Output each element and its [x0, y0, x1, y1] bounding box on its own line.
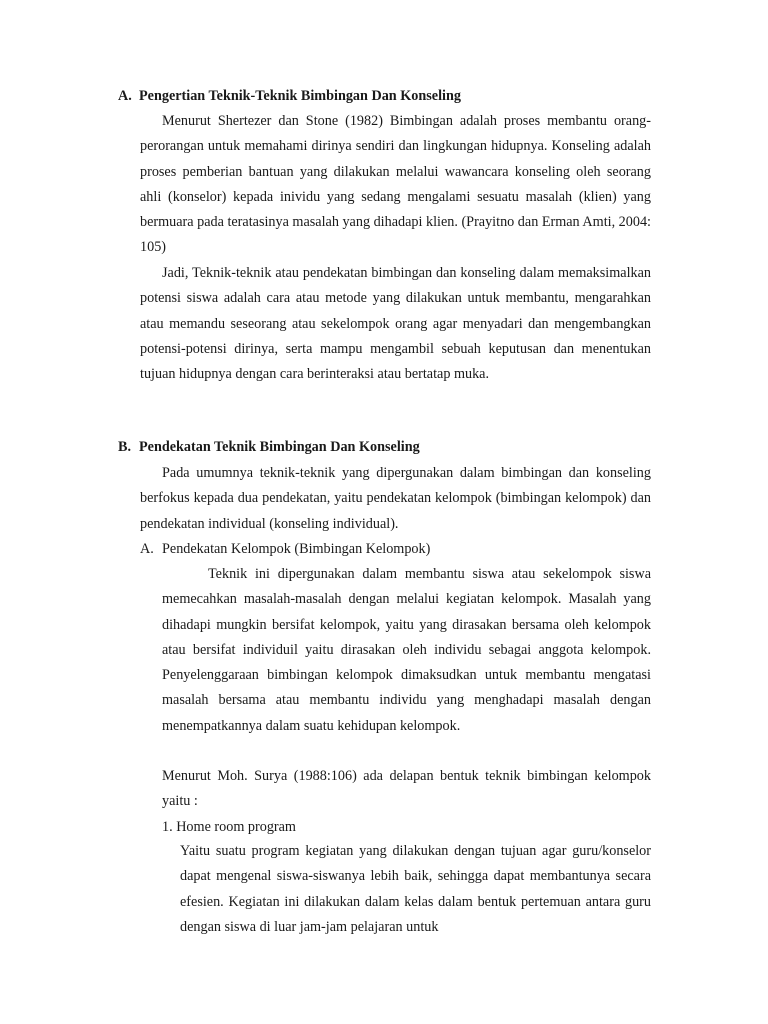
section-b-heading: [118, 439, 420, 456]
section-b-title: Pendekatan Teknik Bimbingan Dan Konseling: [139, 439, 420, 455]
sub-a-title: Pendekatan Kelompok (Bimbingan Kelompok): [162, 541, 431, 557]
section-b-paragraph-1: Pada umumnya teknik-teknik yang dipergunakan dalam bimbingan dan konseling berfokus kepada dua pendekatan, yaitu pendekatan kelompok (bimbingan kelompok) dan pendekatan individual (konseling individual).: [140, 465, 651, 532]
sub-a-heading: [140, 541, 430, 558]
section-a-letter: A.: [118, 88, 132, 104]
sub-a-letter: A.: [140, 541, 154, 557]
section-a-title: Pengertian Teknik-Teknik Bimbingan Dan Konseling: [139, 88, 461, 104]
section-a-paragraph-1: Menurut Shertezer dan Stone (1982) Bimbingan adalah proses membantu orang-perorangan untuk memahami dirinya sendiri dan lingkungan hidupnya. Konseling adalah proses pemberian bantuan yang dilakukan melalui wawancara konseling oleh seorang ahli (konselor) kepada inividu yang sedang mengalami sesuatu masalah (klien) yang bermuara pada teratasinya masalah yang dihadapi klien. (Prayitno dan Erman Amti, 2004: 105): [140, 113, 651, 256]
section-b-letter: B.: [118, 439, 132, 455]
sub-a-paragraph-2: Menurut Moh. Surya (1988:106) ada delapan bentuk teknik bimbingan kelompok yaitu :: [162, 768, 651, 810]
section-a-paragraph-2: Jadi, Teknik-teknik atau pendekatan bimbingan dan konseling dalam memaksimalkan potensi siswa adalah cara atau metode yang dilakukan untuk membantu, mengarahkan atau memandu seseorang atau sekelompok orang agar menyadari dan mengembangkan potensi-potensi dirinya, serta mampu mengambil sebuah keputusan dan menentukan tujuan hidupnya dengan cara berinteraksi atau bertatap muka.: [140, 265, 651, 383]
item-1-title: 1. Home room program: [162, 819, 296, 835]
sub-a-paragraph-1: Teknik ini dipergunakan dalam membantu siswa atau sekelompok siswa memecahkan masalah-masalah dengan melalui kegiatan kelompok. Masalah yang dihadapi mungkin bersifat kelompok, yaitu yang dirasakan bersama oleh kelompok atau bersifat individuil yaitu dirasakan oleh individu sebagai anggota kelompok. Penyelenggaraan bimbingan kelompok dimaksudkan untuk membantu mengatasi masalah bersama atau membantu individu yang menghadapi masalah dengan menempatkannya dalam suatu kehidupan kelompok.: [162, 566, 651, 734]
section-a-heading: [118, 88, 461, 105]
item-1-paragraph: Yaitu suatu program kegiatan yang dilakukan dengan tujuan agar guru/konselor dapat mengenal siswa-siswanya lebih baik, sehingga dapat membantunya secara efesien. Kegiatan ini dilakukan dalam kelas dalam bentuk pertemuan antara guru dengan siswa di luar jam-jam pelajaran untuk: [180, 843, 651, 935]
